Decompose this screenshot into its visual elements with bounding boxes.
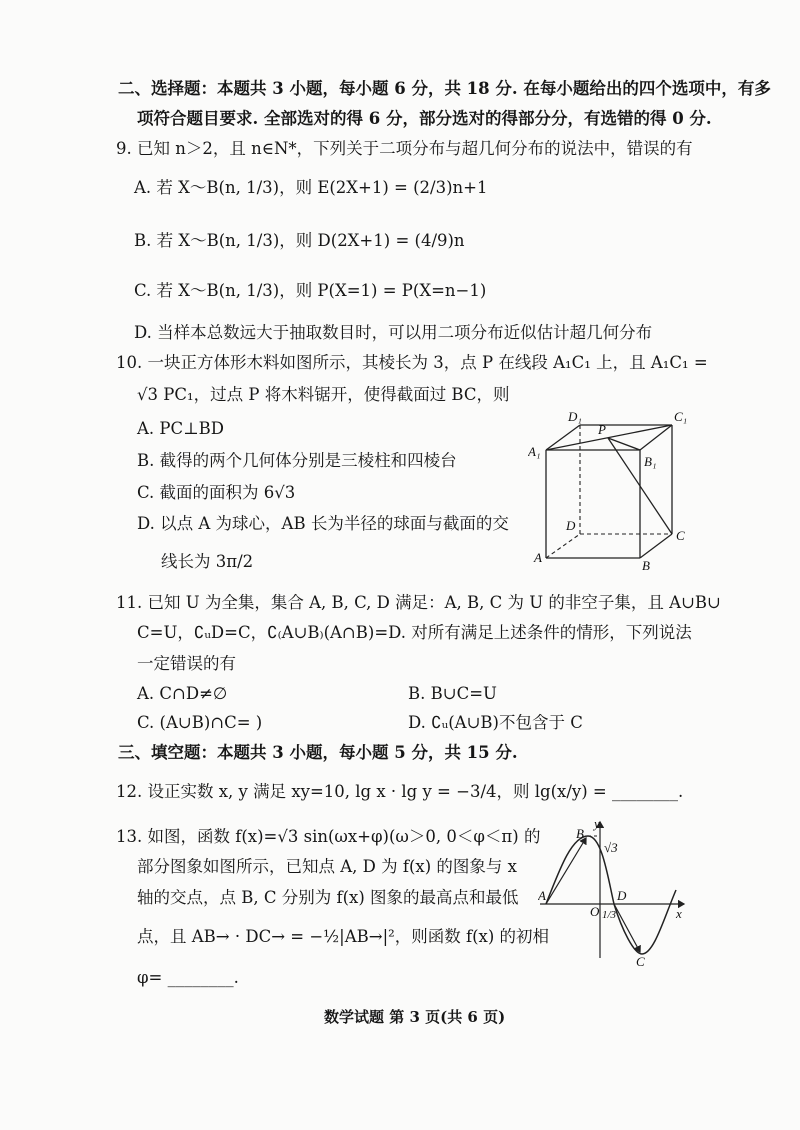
page-footer: 数学试题 第 3 页(共 6 页) xyxy=(324,1008,506,1026)
label-c1: C₁ xyxy=(674,410,688,424)
label-d1: D₁ xyxy=(568,410,582,424)
label-a1: A₁ xyxy=(528,444,541,459)
q11-option-d: D. ∁ᵤ(A∪B)不包含于 C xyxy=(408,713,583,732)
q10-option-d: D. 以点 A 为球心，AB 长为半径的球面与截面的交 xyxy=(137,514,509,533)
q10-stem-cont: √3 PC₁，过点 P 将木料锯开，使得截面过 BC，则 xyxy=(137,385,510,404)
section3-title: 三、填空题：本题共 3 小题，每小题 5 分，共 15 分. xyxy=(118,743,518,762)
q11-option-c: C. (A∪B)∩C= ) xyxy=(137,713,263,732)
q11-option-a: A. C∩D≠∅ xyxy=(137,684,228,703)
vector-ab xyxy=(546,838,586,904)
q10-option-b: B. 截得的两个几何体分别是三棱柱和四棱台 xyxy=(137,451,457,470)
label-one-third: 1/3 xyxy=(602,909,617,921)
q11-stem-cont1: C=U，∁ᵤD=C，∁₍A∪B₎(A∩B)=D. 对所有满足上述条件的情形，下列说法 xyxy=(137,623,692,642)
label-y-axis: y xyxy=(594,818,600,831)
q11-stem: 11. 已知 U 为全集，集合 A, B, C, D 满足：A, B, C 为 U 的非空子集，且 A∪B∪ xyxy=(116,593,721,612)
section2-title: 二、选择题：本题共 3 小题，每小题 6 分，共 18 分. 在每小题给出的四个选项中，有多 xyxy=(118,79,771,98)
diagonal-a1-c1 xyxy=(546,425,672,450)
label-b1: B₁ xyxy=(644,454,657,469)
q9-option-c: C. 若 X～B(n, 1/3)，则 P(X=1) = P(X=n−1) xyxy=(134,281,487,300)
q9-option-a: A. 若 X～B(n, 1/3)，则 E(2X+1) = (2/3)n+1 xyxy=(134,178,488,197)
label-c: C xyxy=(676,528,685,543)
q9-option-b: B. 若 X～B(n, 1/3)，则 D(2X+1) = (4/9)n xyxy=(134,231,465,250)
section2-title-cont: 项符合题目要求. 全部选对的得 6 分，部分选对的得部分分，有选错的得 0 分. xyxy=(137,109,712,128)
label-p: P xyxy=(598,422,606,437)
q10-option-a: A. PC⊥BD xyxy=(137,419,225,438)
q13-stem-cont2: 轴的交点，点 B, C 分别为 f(x) 图象的最高点和最低 xyxy=(137,888,519,907)
q13-stem-cont4: φ= ________. xyxy=(137,968,239,987)
q9-option-d: D. 当样本总数远大于抽取数目时，可以用二项分布近似估计超几何分布 xyxy=(134,323,653,342)
label-a: A xyxy=(534,550,542,565)
sine-graph-figure xyxy=(538,818,688,968)
label-sqrt3: √3 xyxy=(604,840,618,855)
edge-a-d-hidden xyxy=(546,534,580,558)
vector-dc xyxy=(614,904,640,952)
q12-stem: 12. 设正实数 x, y 满足 xy=10, lg x · lg y = −3/4，则 lg(x/y) = ________. xyxy=(116,782,684,801)
q13-stem: 13. 如图，函数 f(x)=√3 sin(ωx+φ)(ω＞0, 0＜φ＜π) 的 xyxy=(116,827,541,846)
q13-stem-cont1: 部分图象如图所示，已知点 A, D 为 f(x) 的图象与 x xyxy=(137,857,517,876)
label-c-point: C xyxy=(636,954,645,968)
label-d-point: D xyxy=(617,888,627,903)
q13-stem-cont3: 点，且 AB→ · DC→ = −½|AB→|²，则函数 f(x) 的初相 xyxy=(137,927,550,946)
label-origin: O xyxy=(590,904,600,919)
label-x-axis: x xyxy=(676,906,682,921)
cube-figure xyxy=(528,410,698,580)
label-b-point: B xyxy=(576,826,584,841)
q10-stem: 10. 一块正方体形木料如图所示，其棱长为 3，点 P 在线段 A₁C₁ 上，且 A₁C₁ = xyxy=(116,353,708,372)
q11-stem-cont2: 一定错误的有 xyxy=(137,654,236,673)
q10-option-d-cont: 线长为 3π/2 xyxy=(161,552,254,571)
label-d: D xyxy=(566,518,576,533)
edge-b-c xyxy=(640,534,672,558)
label-a-point: A xyxy=(538,888,546,903)
q11-option-b: B. B∪C=U xyxy=(408,684,497,703)
q9-stem: 9. 已知 n＞2，且 n∈N*，下列关于二项分布与超几何分布的说法中，错误的有 xyxy=(116,139,693,158)
q10-option-c: C. 截面的面积为 6√3 xyxy=(137,483,296,502)
label-b: B xyxy=(642,558,650,573)
